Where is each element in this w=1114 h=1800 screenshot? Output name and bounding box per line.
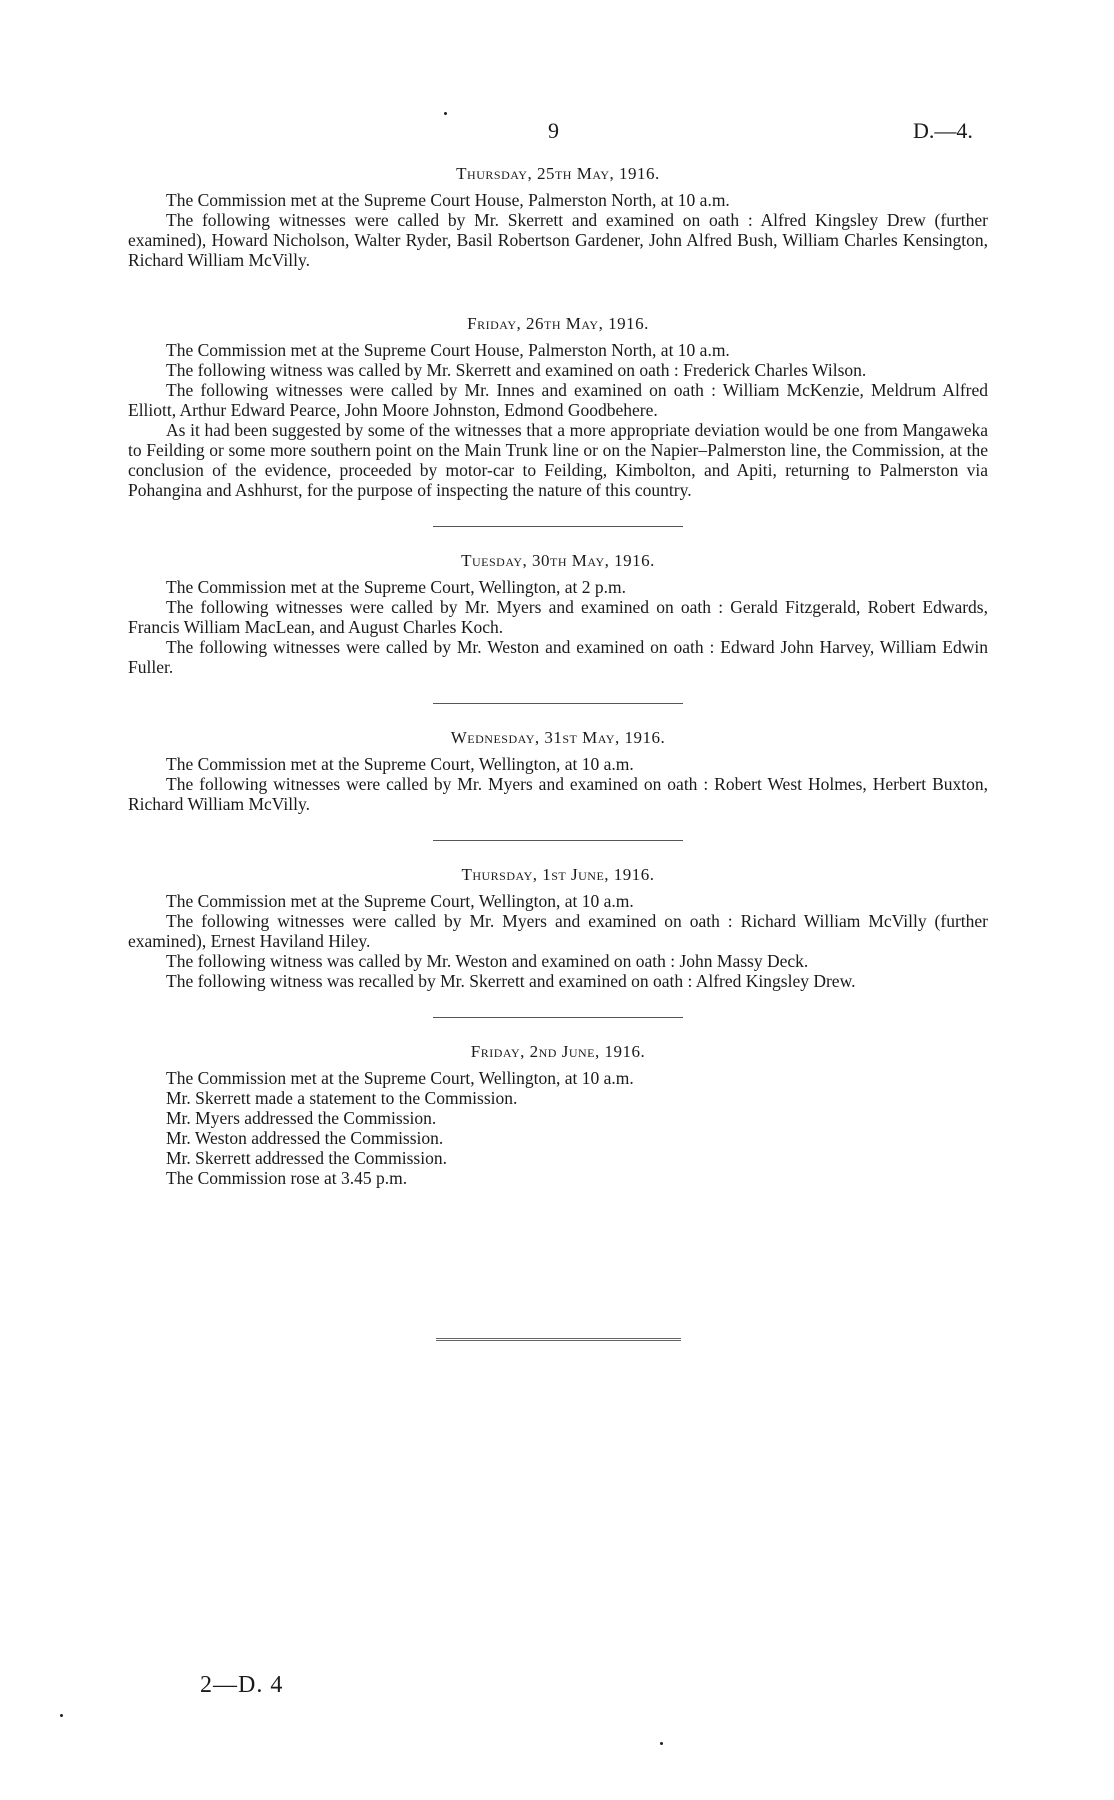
page-number: 9 xyxy=(548,118,559,143)
paragraph: The following witnesses were called by Mr. Skerrett and examined on oath : Alfred Kingsley Drew (further examined), Howard Nicholson, Walter Ryder, Basil Robertson Gardener, John Alfred Bush, William Charles Kensington, Richard William McVilly. xyxy=(128,210,988,270)
paragraph: Mr. Weston addressed the Commission. xyxy=(166,1128,444,1148)
signature-reference: 2—D. 4 xyxy=(200,1672,284,1698)
section-friday-2-june xyxy=(128,1042,988,1188)
document-reference: D.—4. xyxy=(913,118,973,143)
paragraph: The following witness was called by Mr. Skerrett and examined on oath : Frederick Charles Wilson. xyxy=(166,360,867,380)
section-tuesday-30-may xyxy=(128,551,988,677)
paragraph: Mr. Skerrett made a statement to the Commission. xyxy=(166,1088,518,1108)
paragraph: The Commission met at the Supreme Court, Wellington, at 2 p.m. xyxy=(166,577,627,597)
paragraph: As it had been suggested by some of the witnesses that a more appropriate deviation would be one from Mangaweka to Feilding or some more southern point on the Main Trunk line or on the Napier–Palmerston line, the Commission, at the conclusion of the evidence, proceeded by motor-car to Feilding, Kimbolton, and Apiti, returning to Palmerston via Pohangina and Ashhurst, for the purpose of inspecting the nature of this country. xyxy=(128,420,988,500)
section-thursday-25-may xyxy=(128,164,988,270)
section-heading: Wednesday, 31st May, 1916. xyxy=(450,728,666,747)
paragraph: The following witness was called by Mr. Weston and examined on oath : John Massy Deck. xyxy=(166,951,809,971)
paragraph: The following witness was recalled by Mr. Skerrett and examined on oath : Alfred Kingsley Drew. xyxy=(166,971,856,991)
section-divider xyxy=(433,840,683,841)
paragraph: The Commission met at the Supreme Court, Wellington, at 10 a.m. xyxy=(166,754,634,774)
paragraph: The following witnesses were called by Mr. Myers and examined on oath : Richard William McVilly (further examined), Ernest Haviland Hiley. xyxy=(128,911,988,951)
end-rule xyxy=(436,1338,681,1341)
scan-speck xyxy=(444,112,447,115)
paragraph: The following witnesses were called by Mr. Myers and examined on oath : Gerald Fitzgerald, Robert Edwards, Francis William MacLean, and August Charles Koch. xyxy=(128,597,988,637)
paragraph: The following witnesses were called by Mr. Myers and examined on oath : Robert West Holmes, Herbert Buxton, Richard William McVilly. xyxy=(128,774,988,814)
section-heading: Friday, 26th May, 1916. xyxy=(467,314,649,333)
paragraph: The following witnesses were called by Mr. Innes and examined on oath : William McKenzie, Meldrum Alfred Elliott, Arthur Edward Pearce, John Moore Johnston, Edmond Goodbehere. xyxy=(128,380,988,420)
section-heading: Thursday, 1st June, 1916. xyxy=(461,865,655,884)
paragraph: The Commission met at the Supreme Court, Wellington, at 10 a.m. xyxy=(166,891,634,911)
section-wednesday-31-may xyxy=(128,728,988,814)
proceedings-body xyxy=(128,164,988,1365)
section-divider xyxy=(433,526,683,527)
paragraph: Mr. Myers addressed the Commission. xyxy=(166,1108,437,1128)
paragraph: The Commission met at the Supreme Court House, Palmerston North, at 10 a.m. xyxy=(166,190,730,210)
section-heading: Friday, 2nd June, 1916. xyxy=(470,1042,646,1061)
section-thursday-1-june xyxy=(128,865,988,991)
paragraph: Mr. Skerrett addressed the Commission. xyxy=(166,1148,447,1168)
paragraph: The Commission met at the Supreme Court House, Palmerston North, at 10 a.m. xyxy=(166,340,730,360)
section-heading: Thursday, 25th May, 1916. xyxy=(456,164,660,183)
paragraph: The Commission rose at 3.45 p.m. xyxy=(166,1168,408,1188)
scan-speck xyxy=(60,1714,63,1717)
paragraph: The following witnesses were called by Mr. Weston and examined on oath : Edward John Harvey, William Edwin Fuller. xyxy=(128,637,988,677)
section-friday-26-may xyxy=(128,314,988,500)
scan-speck xyxy=(660,1742,663,1745)
paragraph: The Commission met at the Supreme Court, Wellington, at 10 a.m. xyxy=(166,1068,634,1088)
section-divider xyxy=(433,1017,683,1018)
section-divider xyxy=(433,703,683,704)
section-heading: Tuesday, 30th May, 1916. xyxy=(461,551,655,570)
